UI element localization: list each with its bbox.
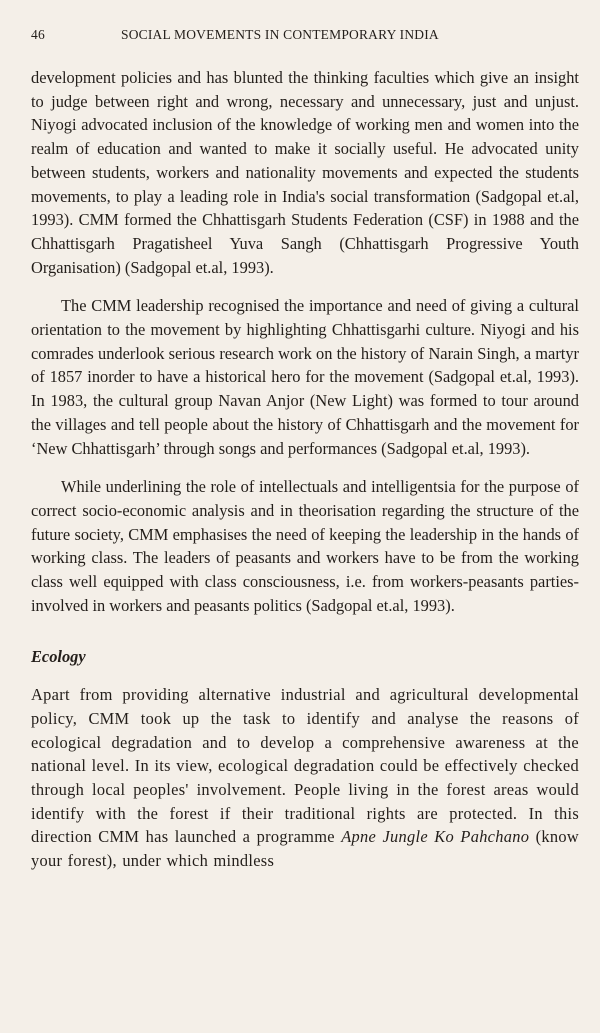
paragraph-intellectuals: While underlining the role of intellectuals and intelligentsia for the purpose of correct socio-economic analysis and in theorisation regarding the structure of the future society, CMM emphasises the need of keeping the leadership in the hands of working class. The leaders of peasants and workers have to be from the working class well equipped with class consciousness, i.e. from workers-peasants parties-involved in workers and peasants politics (Sadgopal et.al, 1993). [31,477,579,615]
ecology-text-start: Apart from providing alternative industrial and agricultural developmental policy, CMM took up the task to identify and analyse the reasons of ecological degradation and to develop a comprehensive awareness at the national level. In its view, ecological degradation could be effectively checked through local peoples' involvement. People living in the forest areas would identify with the forest if their traditional rights are protected. In this direction CMM has launched a programme [31,685,579,847]
programme-name: Apne Jungle Ko Pahchano [341,827,530,847]
section-heading-ecology: Ecology [31,647,86,667]
running-title: SOCIAL MOVEMENTS IN CONTEMPORARY INDIA [121,27,439,42]
page-number: 46 [31,27,45,42]
paragraph-ecology [31,683,579,873]
page-body [31,66,579,873]
paragraph-continued: development policies and has blunted the thinking faculties which give an insight to judge between right and wrong, necessary and unnecessary, just and unjust. Niyogi advocated inclusion of the knowledge of working men and women into the realm of education and wanted to make it socially useful. He advocated unity between students, workers and nationality movements and expected the students movements, to play a leading role in India's social transformation (Sadgopal et.al, 1993). CMM formed the Chhattisgarh Students Federation (CSF) in 1988 and the Chhattisgarh Pragatisheel Yuva Sangh (Chhattisgarh Progressive Youth Organisation) (Sadgopal et.al, 1993). [31,68,579,277]
ecology-text-end: (know your forest), under which mindless [31,827,579,871]
paragraph-cultural-orientation: The CMM leadership recognised the importance and need of giving a cultural orientation to the movement by highlighting Chhattisgarhi culture. Niyogi and his comrades underlook serious research work on the history of Narain Singh, a martyr of 1857 inorder to have a historical hero for the movement (Sadgopal et.al, 1993). In 1983, the cultural group Navan Anjor (New Light) was formed to tour around the villages and tell people about the history of Chhattisgarh and the movement for ‘New Chhattisgarh’ through songs and performances (Sadgopal et.al, 1993). [31,296,579,458]
running-head [31,27,579,47]
